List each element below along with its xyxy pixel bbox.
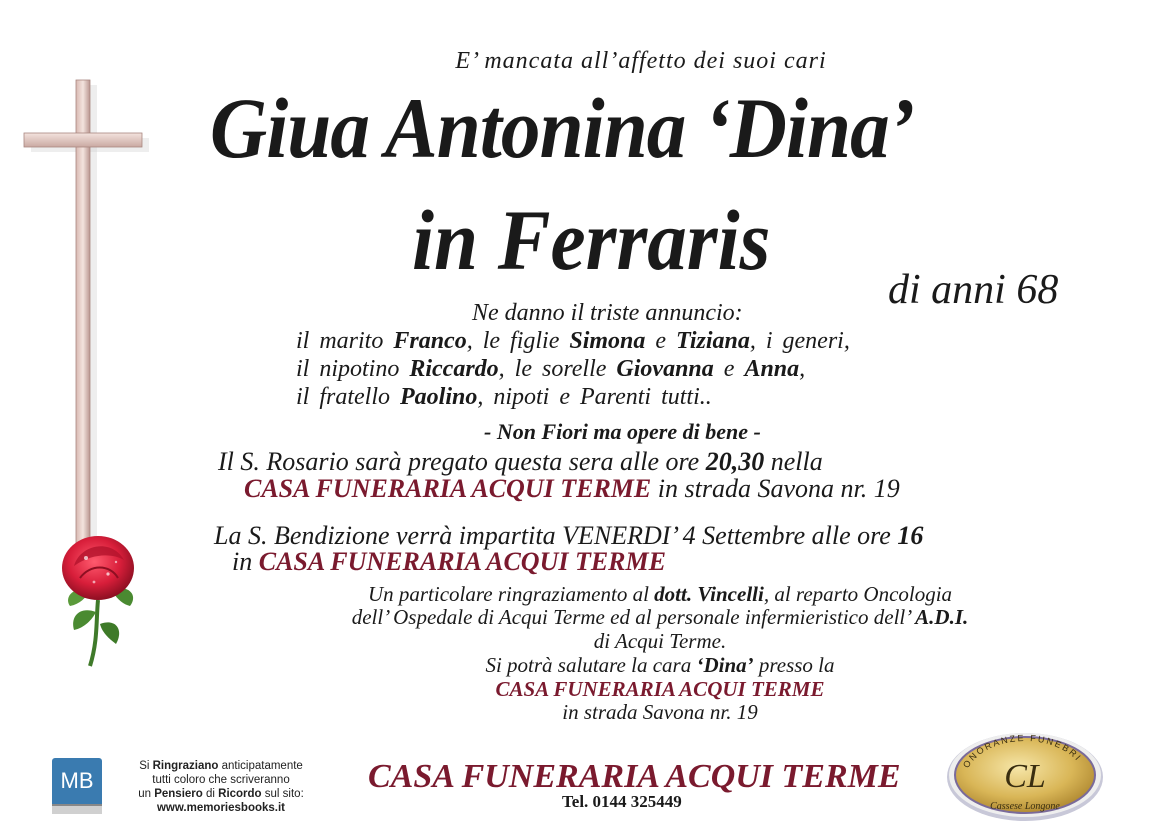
rosary-line-2: CASA FUNERARIA ACQUI TERME in strada Savona nr. 19: [244, 474, 900, 503]
funeral-home-phone: Tel. 0144 325449: [562, 792, 682, 811]
age-text: di anni 68: [888, 267, 1059, 313]
blessing-line-2: in CASA FUNERARIA ACQUI TERME: [232, 547, 666, 576]
svg-text:CL: CL: [1004, 758, 1046, 795]
deceased-married-name: in Ferraris: [412, 192, 771, 288]
blessing-line-1: La S. Bendizione verrà impartita VENERDI’ 4 Settembre alle ore 16: [214, 521, 924, 550]
rosary-line-1: Il S. Rosario sarà pregato questa sera alle ore 20,30 nella: [218, 447, 823, 476]
thanks-line-2: dell’ Ospedale di Acqui Terme ed al personale infermieristico dell’ A.D.I.: [351, 605, 969, 629]
announcement-intro: Ne danno il triste annuncio:: [472, 300, 743, 326]
intro-text: E’ mancata all’affetto dei suoi cari: [455, 48, 827, 74]
rose-icon: [50, 520, 170, 670]
family-line-2: il nipotino Riccardo, le sorelle Giovanna e Anna,: [296, 356, 806, 382]
no-flowers-note: - Non Fiori ma opere di bene -: [484, 419, 761, 444]
memoriesbooks-note: Si Ringraziano anticipatamente tutti coloro che scriveranno un Pensiero di Ricordo sul sito: www.memoriesbooks.it: [138, 760, 304, 814]
svg-text:ONORANZE FUNEBRI: ONORANZE FUNEBRI: [960, 732, 1084, 770]
viewing-address: in strada Savona nr. 19: [562, 700, 758, 724]
memoriesbooks-logo: MB: [52, 758, 102, 814]
family-line-3: il fratello Paolino, nipoti e Parenti tutti..: [296, 384, 712, 410]
memoriesbooks-link[interactable]: www.memoriesbooks.it: [156, 802, 286, 814]
funeral-home-name: CASA FUNERARIA ACQUI TERME: [368, 758, 901, 795]
funeral-seal-logo: [943, 727, 1107, 823]
viewing-line: Si potrà salutare la cara ‘Dina’ presso la: [485, 653, 835, 677]
viewing-location: CASA FUNERARIA ACQUI TERME: [495, 677, 825, 701]
deceased-name: Giua Antonina ‘Dina’: [210, 80, 915, 176]
family-line-1: il marito Franco, le figlie Simona e Tiziana, i generi,: [296, 328, 850, 354]
svg-text:Cassese Longone: Cassese Longone: [990, 801, 1060, 812]
cross-icon: [20, 78, 150, 558]
thanks-line-1: Un particolare ringraziamento al dott. Vincelli, al reparto Oncologia: [367, 582, 953, 606]
thanks-line-3: di Acqui Terme.: [593, 629, 727, 653]
